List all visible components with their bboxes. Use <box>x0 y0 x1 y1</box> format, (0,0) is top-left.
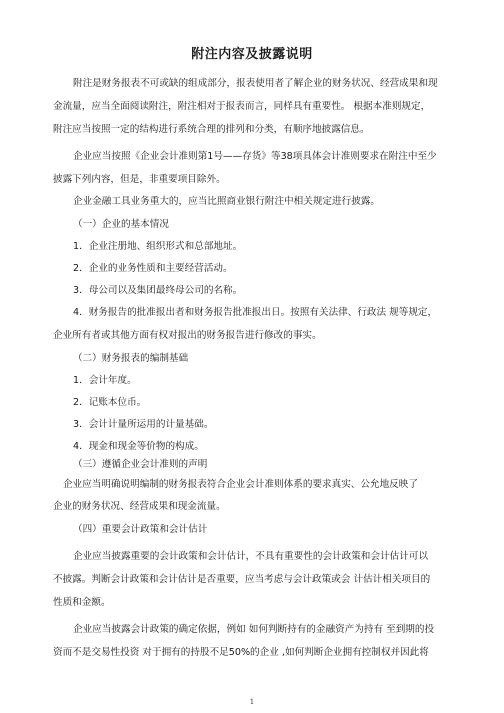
paragraph-line: 附注是财务报表不可或缺的组成部分，报表使用者了解企业的财务状况、经营成果和现 <box>73 78 438 89</box>
paragraph-line: 企业应当披露会计政策的确定依据，例如 如何判断持有的金融资产为持有 至到期的投 <box>73 624 435 635</box>
section-heading: （一）企业的基本情况 <box>73 219 169 230</box>
page-title: 附注内容及披露说明 <box>191 47 313 62</box>
paragraph-line: 企业应当明确说明编制的财务报表符合企业会计准则体系的要求真实、公允地反映了 <box>63 479 418 490</box>
list-item: 2．企业的业务性质和主要经营活动。 <box>73 263 233 274</box>
paragraph-line: 披露下列内容，但是，非重要项目除外。 <box>53 174 226 185</box>
section-heading: （四）重要会计政策和会计估计 <box>73 524 208 535</box>
paragraph-line: 企业应当按照《企业会计准则第1号——存货》等38项具体会计准则要求在附注中至少 <box>73 151 437 162</box>
paragraph-line: 企业金融工具业务重大的，应当比照商业银行附注中相关规定进行披露。 <box>73 196 380 207</box>
paragraph-line: 金流量，应当全面阅读附注，附注相对于报表而言，同样具有重要性。 根据本准则规定， <box>53 101 431 112</box>
list-item: 2．记账本位币。 <box>73 397 147 408</box>
list-item: 1．企业注册地、组织形式和总部地址。 <box>73 241 243 252</box>
section-heading: （三）遵循企业会计准则的声明 <box>73 459 208 470</box>
paragraph-line: 企业的财务状况、经营成果和现金流量。 <box>53 501 226 512</box>
paragraph-line: 性质和金额。 <box>53 597 111 608</box>
list-item: 1．会计年度。 <box>73 375 137 386</box>
list-item: 4．现金和现金等价物的构成。 <box>73 441 204 452</box>
section-heading: （二）财务报表的编制基础 <box>73 353 189 364</box>
paragraph-line: 企业应当披露重要的会计政策和会计估计，不具有重要性的会计政策和会计估计可以 <box>73 551 428 562</box>
list-item: 3．会计计量所运用的计量基础。 <box>73 419 214 430</box>
paragraph-line: 资而不是交易性投资 对于拥有的持股不足50%的企业 ,如何判断企业拥有控制权并因此将 <box>53 647 429 658</box>
paragraph-line: 不披露。判断会计政策和会计估计是否重要，应当考虑与会计政策或会 计估计相关项目的 <box>53 574 431 585</box>
page-number: 1 <box>249 698 255 706</box>
paragraph-line: 企业所有者或其他方面有权对报出的财务报告进行修改的事实。 <box>53 330 322 341</box>
paragraph-line: 附注应当按照一定的结构进行系统合理的排列和分类，有顺序地披露信息。 <box>53 124 370 135</box>
list-item: 3．母公司以及集团最终母公司的名称。 <box>73 285 243 296</box>
list-item: 4．财务报告的批准报出者和财务报告批准报出日。按照有关法律、行政法 规等规定， <box>73 307 438 318</box>
